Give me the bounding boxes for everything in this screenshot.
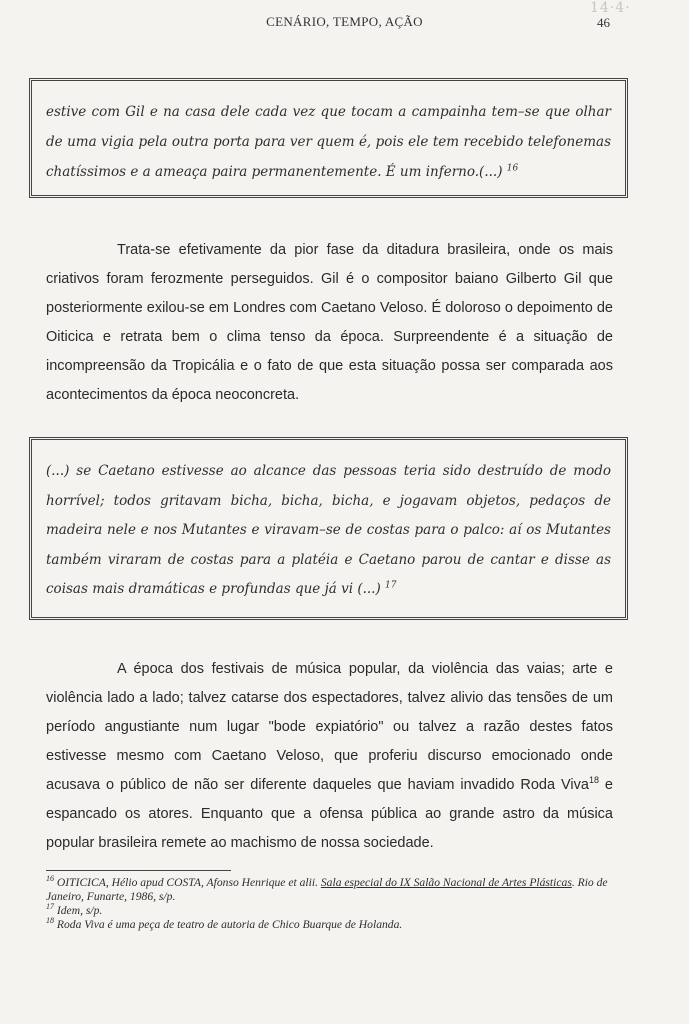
- footnote-18: [46, 918, 616, 932]
- quote-text: [46, 457, 611, 605]
- footnote-text: OITICICA, Hélio apud COSTA, Afonso Henrique et alii.: [54, 876, 321, 889]
- page-number: 46: [597, 15, 610, 30]
- quote-2-body: (...) se Caetano estivesse ao alcance das pessoas teria sido destruído de modo horrível; todos gritavam bicha, bicha, bicha, e jogavam objetos, pedaços de madeira nele e nos Mutantes e viravam–se de costas para o palco: aí os Mutantes também viraram de costas para a platéia e Caetano parou de cantar e disse as coisas mais dramáticas e profundas que já vi (...): [46, 463, 611, 597]
- footnote-mark: 17: [46, 902, 54, 912]
- footnote-text: Idem, s/p.: [54, 904, 103, 917]
- quote-1-body: estive com Gil e na casa dele cada vez que tocam a campainha tem–se que olhar de uma vigia pela outra porta para ver quem é, pois ele tem recebido telefonemas chatíssimos e a ameaça paira permanentemente. É um inferno.(...): [46, 104, 611, 180]
- footnote-17: [46, 904, 616, 918]
- footnote-divider: [46, 870, 231, 871]
- paragraph-2: [46, 655, 613, 858]
- pencil-annotation: 14·4·: [590, 0, 631, 16]
- footnote-16: [46, 876, 616, 904]
- footnote-mark: 16: [46, 874, 54, 884]
- footnote-ref-16: 16: [506, 163, 519, 174]
- block-quote-2: [29, 437, 628, 620]
- footnote-text: Roda Viva é uma peça de teatro de autoria de Chico Buarque de Holanda.: [54, 918, 403, 931]
- paragraph-2-text-b: e espancado os atores. Enquanto que a ofensa pública ao grande astro da música popular brasileira remete ao machismo de nossa sociedade.: [46, 777, 614, 851]
- paragraph-2-text-a: A época dos festivais de música popular, da violência das vaias; arte e violência lado a lado; talvez catarse dos espectadores, talvez alivio das tensões de um período angustiante num lugar "bode expiatório" ou talvez a razão destes fatos estivesse mesmo com Caetano Veloso, que proferiu discurso emocionado onde acusava o público de não ser diferente daqueles que haviam invadido Roda Viva: [46, 661, 613, 793]
- footnote-text: . Rio de Janeiro, Funarte, 1986, s/p.: [46, 876, 608, 903]
- block-quote-1: [29, 78, 628, 198]
- footnote-mark: 18: [46, 916, 54, 926]
- footnote-title: Sala especial do IX Salão Nacional de Artes Plásticas: [320, 876, 572, 889]
- quote-text: [46, 97, 611, 187]
- footnotes: [46, 876, 616, 932]
- footnote-ref-17: 17: [385, 580, 397, 591]
- footnote-ref-18: 18: [588, 775, 599, 786]
- paragraph-1: Trata-se efetivamente da pior fase da ditadura brasileira, onde os mais criativos foram ferozmente perseguidos. Gil é o compositor baiano Gilberto Gil que posteriormente exilou-se em Londres com Caetano Veloso. É doloroso o depoimento de Oiticica e retrata bem o clima tenso da época. Surpreendente é a situação de incompreensão da Tropicália e o fato de que esta situação possa ser comparada aos acontecimentos da época neoconcreta.: [46, 242, 613, 403]
- running-header: CENÁRIO, TEMPO, AÇÃO: [266, 14, 423, 29]
